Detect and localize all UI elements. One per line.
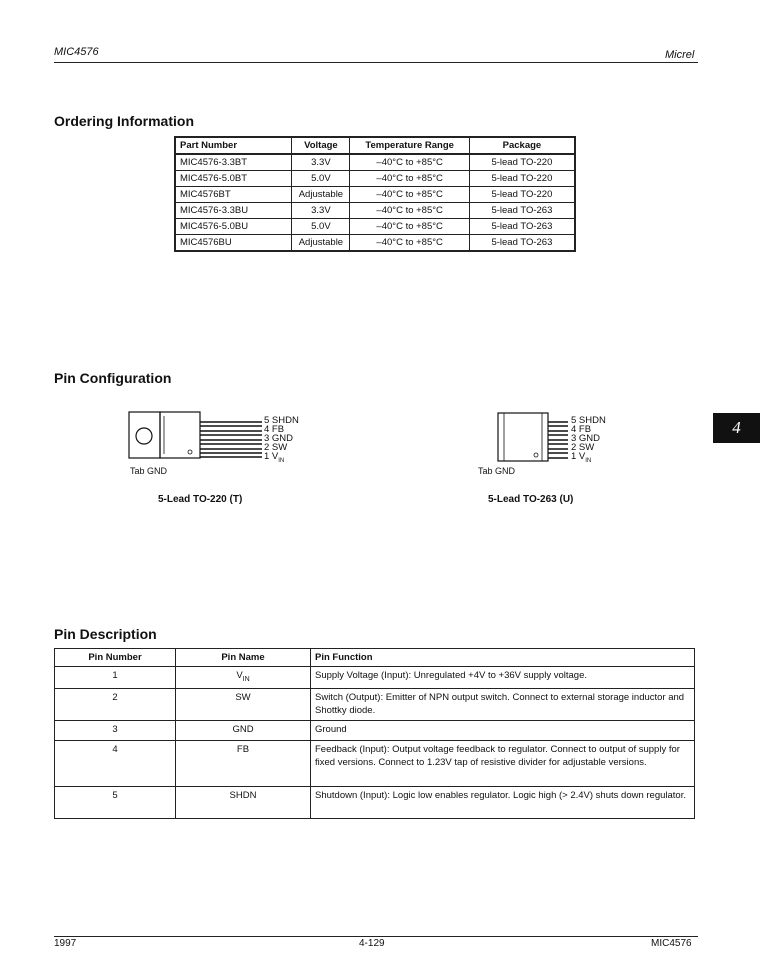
table-row [55, 786, 695, 818]
package-cell: 5-lead TO-263 [469, 235, 575, 252]
header-part-number: MIC4576 [54, 46, 99, 58]
col-pin-number: Pin Number [55, 649, 176, 667]
part-cell: MIC4576BU [175, 235, 292, 252]
to220-caption: 5-Lead TO-220 (T) [158, 494, 243, 505]
col-temperature: Temperature Range [350, 137, 469, 154]
to220-pin-labels [264, 416, 299, 466]
table-row [55, 688, 695, 720]
pin-label-vin: 1 $V_{IN}$ [264, 451, 285, 464]
pin-description-table [54, 648, 695, 819]
pin-label: 2 SW [571, 442, 595, 453]
voltage-cell: 3.3V [292, 154, 350, 171]
pin-number-cell: 1 [55, 667, 176, 689]
ordering-table [174, 136, 576, 252]
voltage-cell: 5.0V [292, 219, 350, 235]
table-row [55, 720, 695, 740]
ordering-title: Ordering Information [54, 113, 194, 129]
to263-tab-label: Tab GND [478, 466, 516, 476]
col-pin-name: Pin Name [176, 649, 311, 667]
table-row [175, 235, 575, 252]
pin-number-cell: 3 [55, 720, 176, 740]
pin-name-cell: $V_{IN}$ [176, 667, 311, 689]
section-tab: 4 [713, 413, 760, 443]
to263-package-drawing [496, 411, 572, 465]
ordering-header-row [175, 137, 575, 154]
pin-name-cell: FB [176, 740, 311, 786]
pin-number-cell: 2 [55, 688, 176, 720]
voltage-cell: 3.3V [292, 203, 350, 219]
col-voltage: Voltage [292, 137, 350, 154]
pin-name-cell: GND [176, 720, 311, 740]
pin-function-cell: Ground [311, 720, 695, 740]
pin-label: 2 SW [264, 442, 288, 453]
pin-label: 4 FB [571, 424, 592, 435]
pin-function-cell: Supply Voltage (Input): Unregulated +4V to +36V supply voltage. [311, 667, 695, 689]
temp-cell: –40°C to +85°C [350, 203, 469, 219]
header-brand: Micrel [665, 49, 695, 61]
part-cell: MIC4576-3.3BU [175, 203, 292, 219]
table-row [175, 187, 575, 203]
table-row [175, 171, 575, 187]
footer-page-number: 4-129 [359, 938, 385, 949]
part-cell: MIC4576-5.0BT [175, 171, 292, 187]
header-rule [54, 62, 698, 63]
table-row [55, 667, 695, 689]
part-cell: MIC4576-3.3BT [175, 154, 292, 171]
package-cell: 5-lead TO-263 [469, 219, 575, 235]
voltage-cell: 5.0V [292, 171, 350, 187]
table-row [55, 740, 695, 786]
pin-description-title: Pin Description [54, 626, 157, 642]
pin-function-cell: Switch (Output): Emitter of NPN output switch. Connect to external storage inductor and Shottky diode. [311, 688, 695, 720]
footer-year: 1997 [54, 938, 77, 949]
footer-part-number: MIC4576 [651, 938, 692, 949]
to220-tab-label: Tab GND [130, 466, 168, 476]
package-cell: 5-lead TO-263 [469, 203, 575, 219]
pin-number-cell: 5 [55, 786, 176, 818]
pin-label-vin: 1 $V_{IN}$ [571, 451, 592, 464]
temp-cell: –40°C to +85°C [350, 154, 469, 171]
pin-name-cell: SW [176, 688, 311, 720]
to220-package-drawing [126, 410, 266, 466]
pin-config-title: Pin Configuration [54, 370, 172, 386]
pin-label: 5 SHDN [264, 415, 299, 426]
table-row [175, 154, 575, 171]
pin-function-cell: Shutdown (Input): Logic low enables regulator. Logic high (> 2.4V) shuts down regulator. [311, 786, 695, 818]
package-cell: 5-lead TO-220 [469, 187, 575, 203]
voltage-cell: Adjustable [292, 235, 350, 252]
part-cell: MIC4576-5.0BU [175, 219, 292, 235]
temp-cell: –40°C to +85°C [350, 171, 469, 187]
pin-name-cell: SHDN [176, 786, 311, 818]
temp-cell: –40°C to +85°C [350, 235, 469, 252]
to263-pin-labels [571, 416, 606, 466]
to263-caption: 5-Lead TO-263 (U) [488, 494, 574, 505]
pin-number-cell: 4 [55, 740, 176, 786]
pin-label: 4 FB [264, 424, 285, 435]
pin-label: 3 GND [264, 433, 294, 444]
voltage-cell: Adjustable [292, 187, 350, 203]
col-part-number: Part Number [175, 137, 292, 154]
pin-description-header-row [55, 649, 695, 667]
col-package: Package [469, 137, 575, 154]
temp-cell: –40°C to +85°C [350, 187, 469, 203]
table-row [175, 219, 575, 235]
package-cell: 5-lead TO-220 [469, 171, 575, 187]
pin-label: 3 GND [571, 433, 601, 444]
pin-label: 5 SHDN [571, 415, 606, 426]
col-pin-function: Pin Function [311, 649, 695, 667]
temp-cell: –40°C to +85°C [350, 219, 469, 235]
package-cell: 5-lead TO-220 [469, 154, 575, 171]
part-cell: MIC4576BT [175, 187, 292, 203]
footer-rule [54, 936, 698, 937]
pin-function-cell: Feedback (Input): Output voltage feedback to regulator. Connect to output of supply for fixed versions. Connect to 1.23V tap of resistive divider for adjustable versions. [311, 740, 695, 786]
table-row [175, 203, 575, 219]
